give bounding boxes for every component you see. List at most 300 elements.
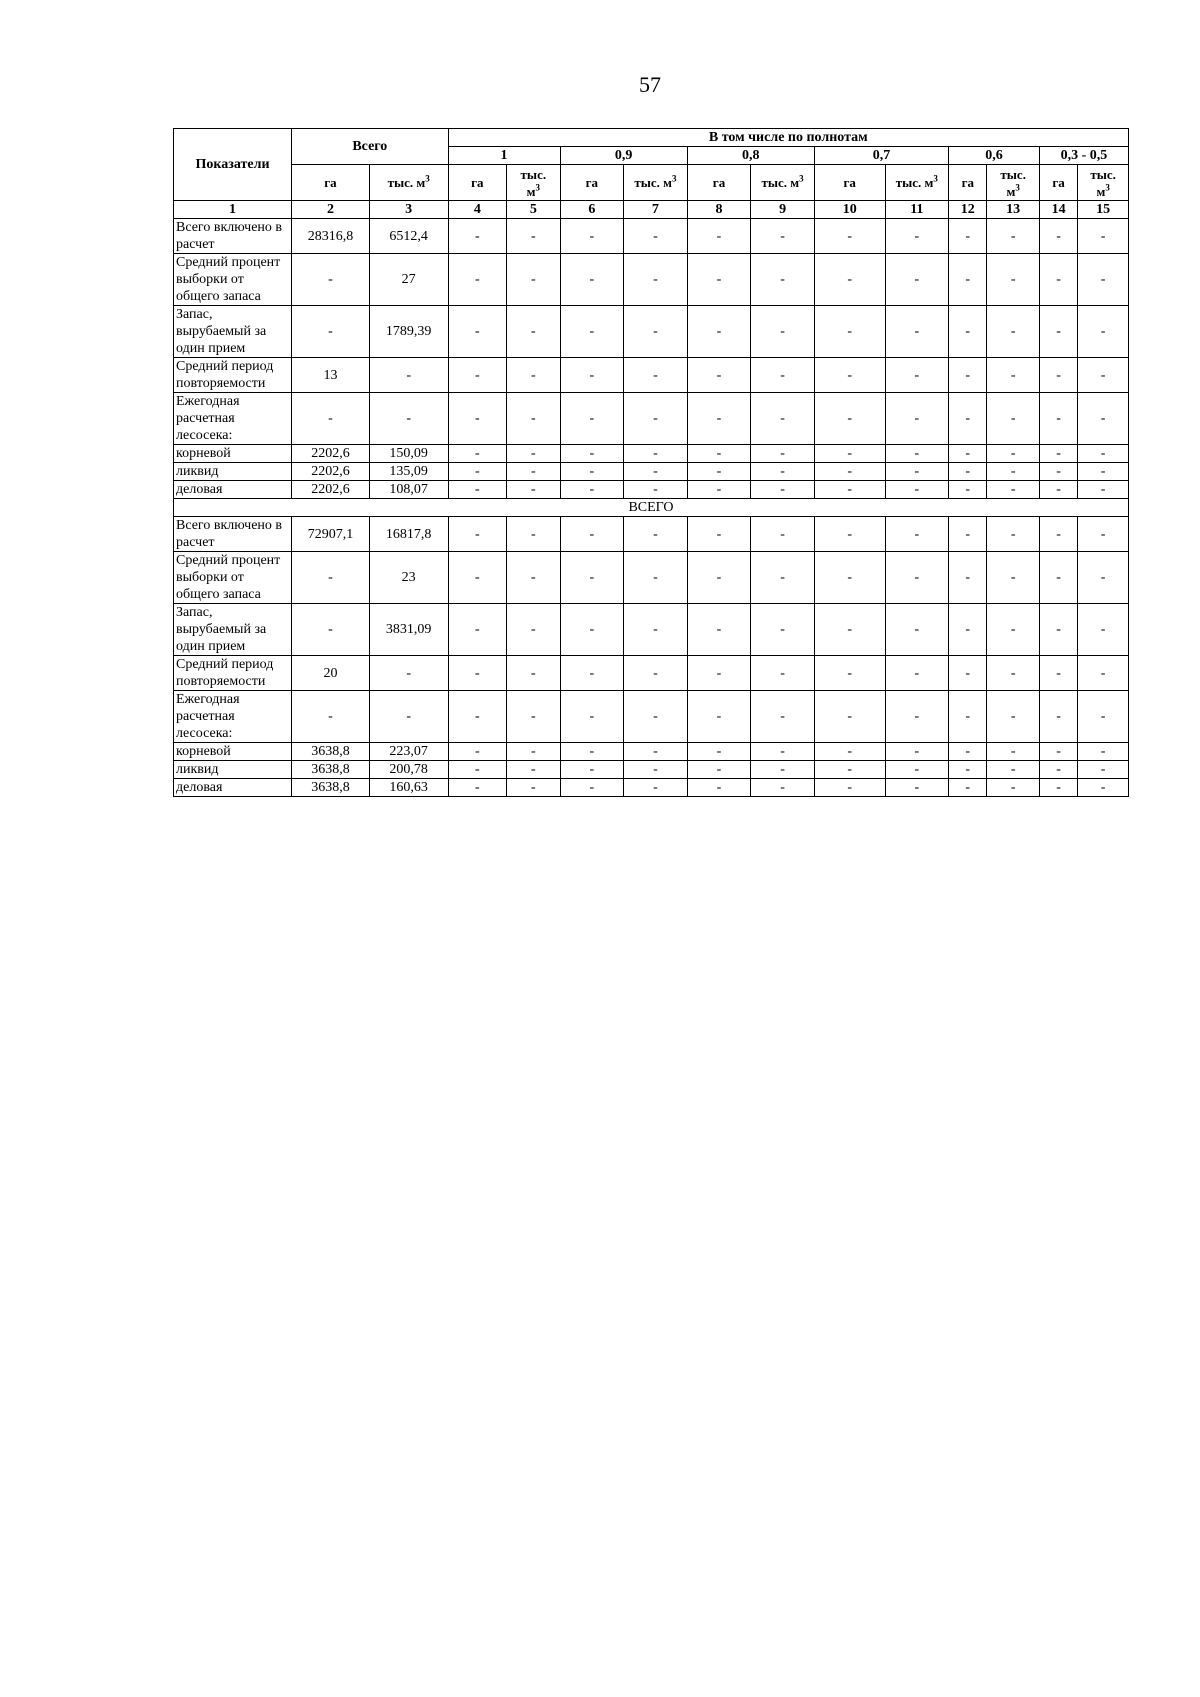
density-cell: - [885,219,949,254]
total-m3-cell: 135,09 [369,463,448,481]
density-cell: - [814,393,885,445]
header-unit-ha: га [949,165,987,201]
density-cell: - [885,656,949,691]
header-density-0-3-0-5: 0,3 - 0,5 [1039,147,1128,165]
density-cell: - [751,445,815,463]
row-label: Запас, вырубаемый за один прием [174,604,292,656]
total-m3-cell: 108,07 [369,481,448,499]
density-cell: - [751,254,815,306]
density-cell: - [885,393,949,445]
density-cell: - [751,393,815,445]
total-ha-cell: - [292,552,370,604]
total-ha-cell: 3638,8 [292,761,370,779]
total-ha-cell: 20 [292,656,370,691]
density-cell: - [751,481,815,499]
density-cell: - [687,779,751,797]
density-cell: - [624,254,688,306]
density-cell: - [987,306,1039,358]
density-cell: - [949,761,987,779]
density-cell: - [885,306,949,358]
density-cell: - [560,306,624,358]
table-row [174,445,1129,463]
density-cell: - [751,761,815,779]
density-cell: - [507,219,560,254]
total-ha-cell: 2202,6 [292,463,370,481]
density-cell: - [624,358,688,393]
density-cell: - [1039,656,1077,691]
column-number: 2 [292,201,370,219]
density-cell: - [560,517,624,552]
header-unit-ha: га [814,165,885,201]
density-cell: - [687,604,751,656]
total-m3-cell: - [369,393,448,445]
header-unit-ha: га [448,165,507,201]
density-cell: - [624,445,688,463]
density-cell: - [624,517,688,552]
density-cell: - [1078,761,1129,779]
density-cell: - [1078,393,1129,445]
density-cell: - [507,691,560,743]
density-cell: - [949,481,987,499]
table-row [174,656,1129,691]
row-label: ликвид [174,463,292,481]
table-row [174,254,1129,306]
total-m3-cell: 150,09 [369,445,448,463]
density-cell: - [448,463,507,481]
total-ha-cell: - [292,604,370,656]
density-cell: - [1039,761,1077,779]
header-row-3 [174,165,1129,201]
row-label: деловая [174,779,292,797]
row-label: корневой [174,743,292,761]
density-cell: - [448,254,507,306]
density-cell: - [885,743,949,761]
density-cell: - [507,463,560,481]
density-cell: - [1078,779,1129,797]
table-row [174,393,1129,445]
density-cell: - [1078,604,1129,656]
density-cell: - [687,743,751,761]
density-cell: - [987,761,1039,779]
density-cell: - [560,604,624,656]
density-cell: - [687,358,751,393]
density-cell: - [624,743,688,761]
density-cell: - [1078,552,1129,604]
header-unit-m3: тыс. $м^3$ [987,165,1039,201]
density-cell: - [448,604,507,656]
density-cell: - [448,219,507,254]
density-cell: - [1039,393,1077,445]
density-cell: - [507,393,560,445]
header-by-density: В том числе по полнотам [448,129,1128,147]
density-cell: - [1039,358,1077,393]
row-label: ликвид [174,761,292,779]
total-m3-cell: - [369,691,448,743]
total-m3-cell: 23 [369,552,448,604]
header-unit-ha: га [687,165,751,201]
density-cell: - [687,656,751,691]
density-cell: - [814,358,885,393]
row-label: деловая [174,481,292,499]
total-m3-cell: 160,63 [369,779,448,797]
page-number: 57 [639,72,661,97]
density-cell: - [814,219,885,254]
row-label: Ежегодная расчетная лесосека: [174,393,292,445]
header-unit-m3: тыс. $м^3$ [751,165,815,201]
total-m3-cell: 1789,39 [369,306,448,358]
density-cell: - [987,358,1039,393]
density-cell: - [814,481,885,499]
density-cell: - [560,743,624,761]
total-m3-cell: 3831,09 [369,604,448,656]
density-cell: - [1078,743,1129,761]
density-cell: - [1078,254,1129,306]
column-number: 10 [814,201,885,219]
total-ha-cell: 72907,1 [292,517,370,552]
density-cell: - [949,691,987,743]
table-row [174,779,1129,797]
density-cell: - [814,761,885,779]
density-cell: - [448,691,507,743]
header-density-0-9: 0,9 [560,147,687,165]
density-cell: - [1078,306,1129,358]
density-cell: - [560,552,624,604]
density-cell: - [687,517,751,552]
header-density-1: 1 [448,147,560,165]
density-cell: - [814,463,885,481]
density-cell: - [448,761,507,779]
density-cell: - [687,445,751,463]
header-row-1 [174,129,1129,147]
density-cell: - [1078,463,1129,481]
density-cell: - [885,481,949,499]
header-density-0-7: 0,7 [814,147,948,165]
table-row [174,219,1129,254]
density-cell: - [751,306,815,358]
density-cell: - [949,306,987,358]
density-cell: - [885,254,949,306]
density-cell: - [885,552,949,604]
header-unit-ha: га [292,165,370,201]
density-cell: - [448,779,507,797]
density-cell: - [624,691,688,743]
density-cell: - [624,306,688,358]
density-cell: - [448,743,507,761]
density-cell: - [987,393,1039,445]
density-cell: - [687,761,751,779]
density-cell: - [1078,517,1129,552]
density-cell: - [814,306,885,358]
total-ha-cell: - [292,691,370,743]
density-cell: - [987,219,1039,254]
total-m3-cell: 200,78 [369,761,448,779]
density-cell: - [624,219,688,254]
density-cell: - [751,358,815,393]
density-cell: - [507,604,560,656]
density-cell: - [987,691,1039,743]
density-cell: - [687,306,751,358]
density-cell: - [687,219,751,254]
column-number: 4 [448,201,507,219]
header-density-0-8: 0,8 [687,147,814,165]
density-cell: - [949,552,987,604]
density-cell: - [987,779,1039,797]
density-cell: - [687,254,751,306]
table-row [174,517,1129,552]
density-cell: - [1078,219,1129,254]
density-cell: - [949,604,987,656]
density-cell: - [624,761,688,779]
density-cell: - [507,254,560,306]
density-cell: - [751,219,815,254]
density-cell: - [1039,604,1077,656]
column-number: 1 [174,201,292,219]
density-cell: - [751,604,815,656]
density-cell: - [814,656,885,691]
table-row [174,761,1129,779]
density-cell: - [624,463,688,481]
column-number: 14 [1039,201,1077,219]
section-2-title-body [174,499,1129,517]
density-cell: - [1039,445,1077,463]
density-cell: - [560,219,624,254]
density-cell: - [885,604,949,656]
density-cell: - [687,393,751,445]
density-cell: - [507,743,560,761]
density-cell: - [885,761,949,779]
density-cell: - [507,481,560,499]
column-number: 13 [987,201,1039,219]
header-unit-m3: тыс. $м^3$ [507,165,560,201]
column-number: 8 [687,201,751,219]
column-number: 6 [560,201,624,219]
table-row [174,358,1129,393]
density-cell: - [949,254,987,306]
density-cell: - [885,691,949,743]
table-row [174,743,1129,761]
row-label: Средний период повторяемости [174,656,292,691]
column-number: 9 [751,201,815,219]
density-cell: - [687,691,751,743]
total-ha-cell: 2202,6 [292,445,370,463]
density-cell: - [560,393,624,445]
density-cell: - [751,743,815,761]
row-label: Всего включено в расчет [174,219,292,254]
density-cell: - [1039,743,1077,761]
density-cell: - [507,761,560,779]
total-m3-cell: 16817,8 [369,517,448,552]
header-indicator: Показатели [174,129,292,201]
density-cell: - [949,779,987,797]
density-cell: - [949,656,987,691]
density-cell: - [814,552,885,604]
total-ha-cell: 3638,8 [292,743,370,761]
density-cell: - [814,691,885,743]
density-cell: - [1078,358,1129,393]
density-cell: - [1078,445,1129,463]
density-cell: - [448,517,507,552]
density-cell: - [507,552,560,604]
density-cell: - [885,445,949,463]
density-cell: - [885,358,949,393]
density-cell: - [1039,517,1077,552]
column-number: 5 [507,201,560,219]
density-cell: - [987,656,1039,691]
column-number: 12 [949,201,987,219]
density-cell: - [1039,779,1077,797]
density-cell: - [814,517,885,552]
table-row [174,604,1129,656]
header-total: Всего [292,129,448,165]
allowable-cut-table [173,128,1129,797]
density-cell: - [814,604,885,656]
column-number-row [174,201,1129,219]
section-title-row [174,499,1129,517]
section-2-body [174,517,1129,797]
row-label: Ежегодная расчетная лесосека: [174,691,292,743]
density-cell: - [1039,552,1077,604]
column-number: 15 [1078,201,1129,219]
row-label: Средний процент выборки от общего запаса [174,552,292,604]
density-cell: - [560,463,624,481]
density-cell: - [751,463,815,481]
density-cell: - [987,254,1039,306]
row-label: Запас, вырубаемый за один прием [174,306,292,358]
density-cell: - [987,445,1039,463]
density-cell: - [885,517,949,552]
density-cell: - [751,656,815,691]
density-cell: - [448,306,507,358]
density-cell: - [448,393,507,445]
density-cell: - [448,481,507,499]
density-cell: - [507,358,560,393]
density-cell: - [507,517,560,552]
row-label: корневой [174,445,292,463]
density-cell: - [687,463,751,481]
density-cell: - [949,517,987,552]
table-row [174,481,1129,499]
density-cell: - [751,552,815,604]
density-cell: - [560,761,624,779]
density-cell: - [949,743,987,761]
density-cell: - [448,552,507,604]
density-cell: - [987,463,1039,481]
density-cell: - [560,358,624,393]
density-cell: - [1039,463,1077,481]
density-cell: - [687,552,751,604]
total-ha-cell: 2202,6 [292,481,370,499]
density-cell: - [987,604,1039,656]
density-cell: - [560,656,624,691]
total-ha-cell: - [292,393,370,445]
section-1-body [174,219,1129,499]
total-ha-cell: - [292,254,370,306]
density-cell: - [1039,306,1077,358]
density-cell: - [1039,219,1077,254]
header-unit-ha: га [1039,165,1077,201]
density-cell: - [987,552,1039,604]
total-ha-cell: 3638,8 [292,779,370,797]
density-cell: - [751,517,815,552]
density-cell: - [507,445,560,463]
density-cell: - [624,604,688,656]
density-cell: - [1078,481,1129,499]
density-cell: - [624,552,688,604]
total-m3-cell: 6512,4 [369,219,448,254]
row-label: Средний период повторяемости [174,358,292,393]
total-ha-cell: - [292,306,370,358]
density-cell: - [987,481,1039,499]
density-cell: - [814,254,885,306]
density-cell: - [1039,691,1077,743]
density-cell: - [448,445,507,463]
header-unit-ha: га [560,165,624,201]
density-cell: - [507,779,560,797]
density-cell: - [624,779,688,797]
row-label: Всего включено в расчет [174,517,292,552]
density-cell: - [949,463,987,481]
density-cell: - [751,779,815,797]
header-unit-m3: тыс. $м^3$ [624,165,688,201]
density-cell: - [448,358,507,393]
density-cell: - [507,656,560,691]
density-cell: - [624,656,688,691]
density-cell: - [885,779,949,797]
column-number: 3 [369,201,448,219]
table-row [174,552,1129,604]
density-cell: - [560,481,624,499]
density-cell: - [448,656,507,691]
density-cell: - [1039,481,1077,499]
table-row [174,463,1129,481]
density-cell: - [507,306,560,358]
table-row [174,306,1129,358]
table-row [174,691,1129,743]
density-cell: - [560,691,624,743]
density-cell: - [814,743,885,761]
density-cell: - [949,445,987,463]
density-cell: - [949,393,987,445]
total-m3-cell: 27 [369,254,448,306]
density-cell: - [1078,691,1129,743]
header-density-0-6: 0,6 [949,147,1040,165]
section-title: ВСЕГО [174,499,1129,517]
column-number: 11 [885,201,949,219]
total-m3-cell: - [369,656,448,691]
density-cell: - [987,517,1039,552]
density-cell: - [560,779,624,797]
density-cell: - [949,358,987,393]
total-ha-cell: 28316,8 [292,219,370,254]
density-cell: - [1078,656,1129,691]
total-m3-cell: 223,07 [369,743,448,761]
density-cell: - [624,393,688,445]
header-unit-m3: тыс. $м^3$ [885,165,949,201]
density-cell: - [814,445,885,463]
header-unit-m3: тыс. $м^3$ [369,165,448,201]
density-cell: - [949,219,987,254]
density-cell: - [814,779,885,797]
density-cell: - [687,481,751,499]
density-cell: - [987,743,1039,761]
density-cell: - [1039,254,1077,306]
row-label: Средний процент выборки от общего запаса [174,254,292,306]
total-ha-cell: 13 [292,358,370,393]
header-unit-m3: тыс. $м^3$ [1078,165,1129,201]
column-number: 7 [624,201,688,219]
density-cell: - [560,445,624,463]
total-m3-cell: - [369,358,448,393]
